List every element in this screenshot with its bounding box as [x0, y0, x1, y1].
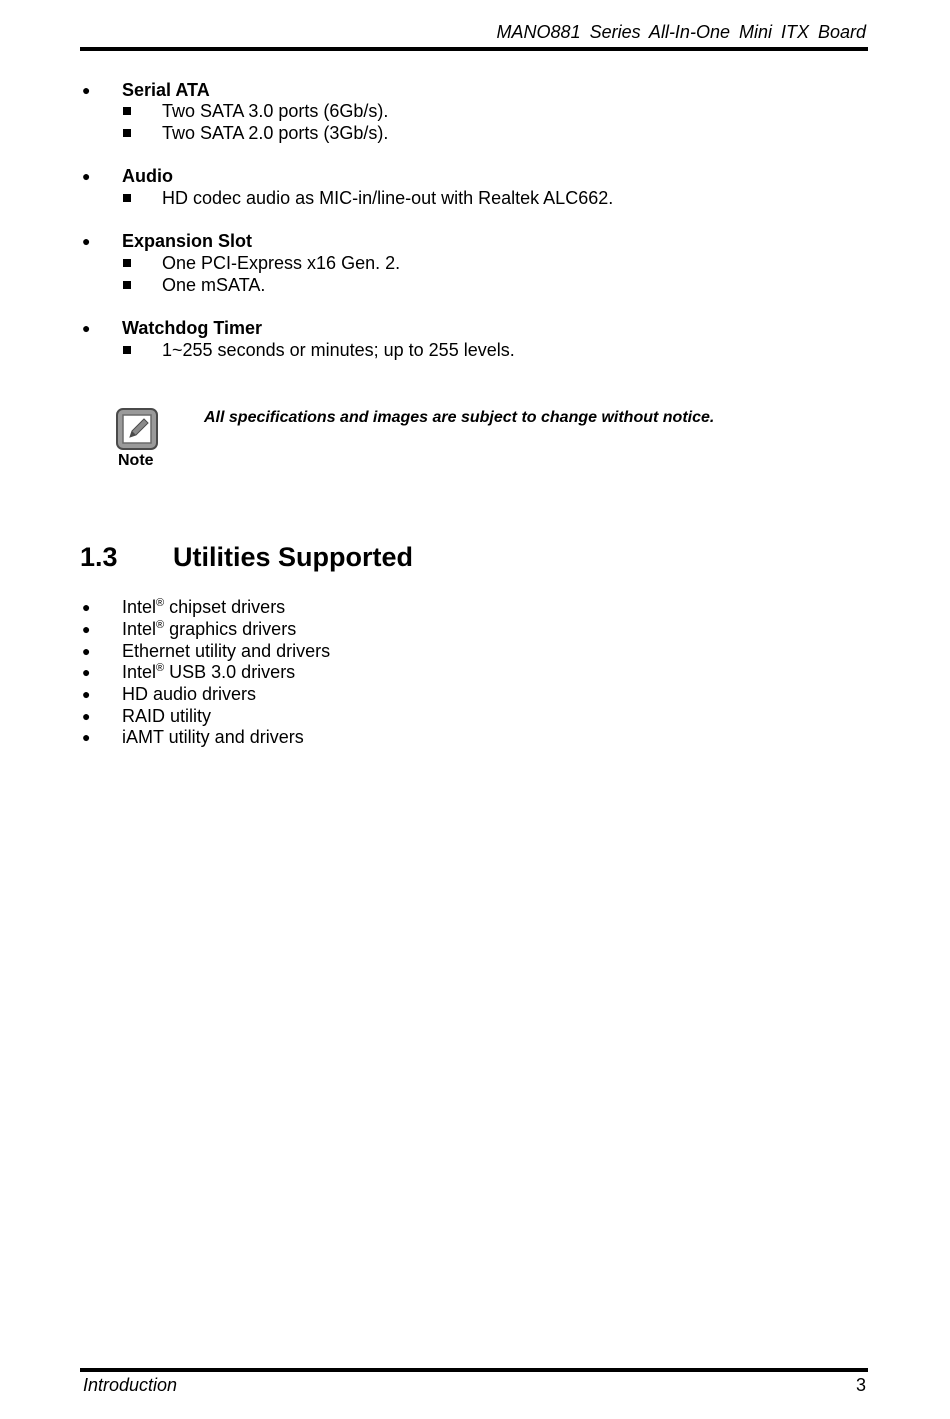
list-item: Intel® USB 3.0 drivers [122, 662, 296, 682]
square-bullet-icon [123, 346, 131, 354]
bullet-icon: ● [82, 664, 91, 680]
bullet-icon: ● [82, 168, 91, 184]
spec-item: Two SATA 2.0 ports (3Gb/s). [162, 123, 389, 143]
square-bullet-icon [123, 107, 131, 115]
page-number: 3 [855, 1375, 866, 1395]
footer-rule [80, 1368, 868, 1372]
spec-heading-watchdog-timer: Watchdog Timer [122, 318, 263, 338]
bullet-icon: ● [82, 233, 91, 249]
note-label: Note [118, 452, 154, 469]
header-title: MANO881 Series All-In-One Mini ITX Board [496, 22, 866, 42]
spec-item: Two SATA 3.0 ports (6Gb/s). [162, 101, 389, 121]
bullet-icon: ● [82, 686, 91, 702]
bullet-icon: ● [82, 320, 91, 336]
list-item: iAMT utility and drivers [122, 727, 304, 747]
list-item: RAID utility [122, 706, 212, 726]
square-bullet-icon [123, 194, 131, 202]
spec-heading-audio: Audio [122, 166, 173, 186]
header-rule [80, 47, 868, 51]
bullet-icon: ● [82, 621, 91, 637]
list-item: HD audio drivers [122, 684, 257, 704]
bullet-icon: ● [82, 599, 91, 615]
section-number: 1.3 [80, 542, 118, 572]
bullet-icon: ● [82, 82, 91, 98]
spec-item: 1~255 seconds or minutes; up to 255 levels. [162, 340, 515, 360]
bullet-icon: ● [82, 708, 91, 724]
footer-section-name: Introduction [83, 1375, 178, 1395]
note-text: All specifications and images are subject to change without notice. [204, 409, 715, 426]
spec-item: One PCI-Express x16 Gen. 2. [162, 253, 401, 273]
spec-heading-expansion-slot: Expansion Slot [122, 231, 253, 251]
spec-heading-serial-ata: Serial ATA [122, 80, 210, 100]
square-bullet-icon [123, 281, 131, 289]
square-bullet-icon [123, 129, 131, 137]
list-item: Intel® graphics drivers [122, 619, 297, 639]
note-pencil-icon [116, 408, 158, 450]
bullet-icon: ● [82, 729, 91, 745]
spec-item: HD codec audio as MIC-in/line-out with Realtek ALC662. [162, 188, 614, 208]
bullet-icon: ● [82, 643, 91, 659]
list-item: Intel® chipset drivers [122, 597, 286, 617]
section-title: Utilities Supported [173, 542, 414, 572]
list-item: Ethernet utility and drivers [122, 641, 331, 661]
spec-item: One mSATA. [162, 275, 266, 295]
square-bullet-icon [123, 259, 131, 267]
